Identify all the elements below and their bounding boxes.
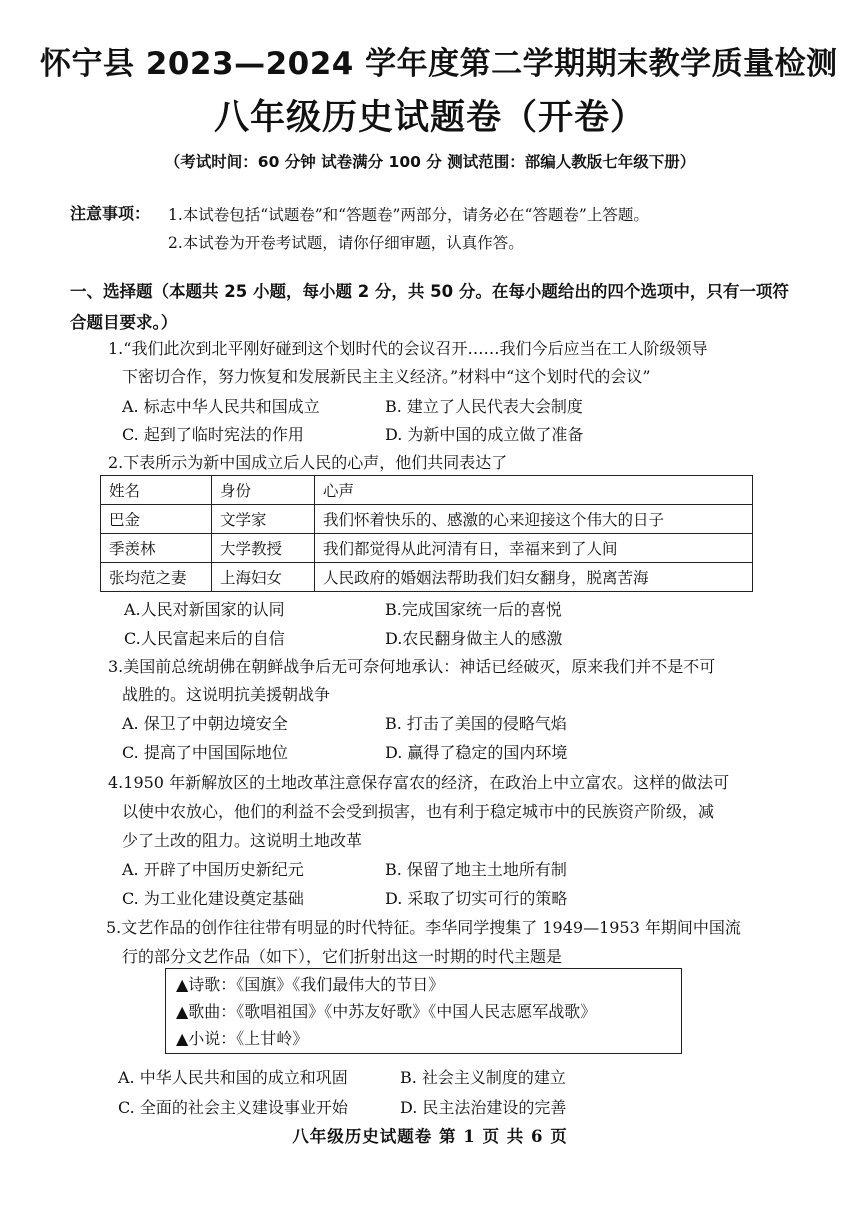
question-1-option-d[interactable]: D. 为新中国的成立做了准备 [385,425,584,444]
section-title: 一、选择题（本题共 25 小题，每小题 2 分，共 50 分。在每小题给出的四个选项中，只有一项符合题目要求。） [70,282,789,332]
question-2-option-c[interactable]: C.人民富起来后的自信 [124,629,285,648]
material-poem: ▲诗歌：《国旗》《我们最伟大的节日》 [176,975,445,994]
table-cell: 张均范之妻 [101,563,212,592]
question-4-line: 4.1950 年新解放区的土地改革注意保存富农的经济，在政治上中立富农。这样的做法可 [108,773,730,792]
table-header-cell: 身份 [212,476,315,505]
question-1-line: 下密切合作，努力恢复和发展新民主主义经济。”材料中“这个划时代的会议” [122,367,651,386]
table-header-cell: 姓名 [101,476,212,505]
question-2-option-d[interactable]: D.农民翻身做主人的感激 [385,629,563,648]
question-3-option-a[interactable]: A. 保卫了中朝边境安全 [122,714,288,733]
question-5-line: 行的部分文艺作品（如下），它们折射出这一时期的时代主题是 [122,947,563,966]
question-3-option-d[interactable]: D. 赢得了稳定的国内环境 [385,743,568,762]
exam-subtitle: 八年级历史试题卷（开卷） [213,98,646,138]
question-5-option-d[interactable]: D. 民主法治建设的完善 [400,1098,567,1117]
question-5-option-b[interactable]: B. 社会主义制度的建立 [400,1068,566,1087]
question-1-option-a[interactable]: A. 标志中华人民共和国成立 [122,397,320,416]
question-3-option-c[interactable]: C. 提高了中国国际地位 [122,743,288,762]
notice-label: 注意事项： [70,204,151,223]
question-1-option-c[interactable]: C. 起到了临时宪法的作用 [122,425,304,444]
question-3-line: 战胜的。这说明抗美援朝战争 [122,685,331,704]
material-novel: ▲小说：《上甘岭》 [176,1029,309,1048]
question-2-table [100,475,753,592]
question-1-line: 1.“我们此次到北平刚好碰到这个划时代的会议召开……我们今后应当在工人阶级领导 [108,339,708,358]
question-2-line: 2.下表所示为新中国成立后人民的心声，他们共同表达了 [108,453,508,472]
question-4-option-c[interactable]: C. 为工业化建设奠定基础 [122,889,304,908]
question-4-option-b[interactable]: B. 保留了地主土地所有制 [385,860,567,879]
question-5-line: 5.文艺作品的创作往往带有明显的时代特征。李华同学搜集了 1949—1953 年期间中国流 [106,918,741,937]
table-row [101,505,753,534]
question-4-option-d[interactable]: D. 采取了切实可行的策略 [385,889,568,908]
table-cell: 季羡林 [101,534,212,563]
question-2-option-a[interactable]: A.人民对新国家的认同 [124,600,285,619]
table-cell: 文学家 [212,505,315,534]
question-4-option-a[interactable]: A. 开辟了中国历史新纪元 [122,860,304,879]
table-cell: 大学教授 [212,534,315,563]
question-3-line: 3.美国前总统胡佛在朝鲜战争后无可奈何地承认：神话已经破灭，原来我们并不是不可 [108,657,716,676]
table-row [101,534,753,563]
material-song: ▲歌曲：《歌唱祖国》《中苏友好歌》《中国人民志愿军战歌》 [176,1002,597,1021]
exam-info: （考试时间：60 分钟 试卷满分 100 分 测试范围：部编人教版七年级下册） [164,153,696,171]
table-row [101,563,753,592]
question-2-option-b[interactable]: B.完成国家统一后的喜悦 [385,600,562,619]
question-4-line: 少了土改的阻力。这说明土地改革 [122,831,363,850]
table-header-row [101,476,753,505]
page-footer: 八年级历史试题卷 第 1 页 共 6 页 [292,1127,568,1146]
table-cell: 上海妇女 [212,563,315,592]
question-4-line: 以使中农放心，他们的利益不会受到损害，也有利于稳定城市中的民族资产阶级，减 [122,802,715,821]
exam-title: 怀宁县 2023—2024 学年度第二学期期末教学质量检测 [40,46,838,82]
question-5-option-a[interactable]: A. 中华人民共和国的成立和巩固 [118,1068,348,1087]
notice-item: 1.本试卷包括“试题卷”和“答题卷”两部分，请务必在“答题卷”上答题。 [168,206,649,224]
table-cell: 巴金 [101,505,212,534]
table-header-cell: 心声 [315,476,753,505]
question-3-option-b[interactable]: B. 打击了美国的侵略气焰 [385,714,567,733]
table-cell: 人民政府的婚姻法帮助我们妇女翻身，脱离苦海 [315,563,753,592]
table-cell: 我们都觉得从此河清有日，幸福来到了人间 [315,534,753,563]
table-cell: 我们怀着快乐的、感激的心来迎接这个伟大的日子 [315,505,753,534]
notice-item: 2.本试卷为开卷考试题，请你仔细审题，认真作答。 [168,234,524,252]
question-1-option-b[interactable]: B. 建立了人民代表大会制度 [385,397,583,416]
question-5-option-c[interactable]: C. 全面的社会主义建设事业开始 [118,1098,348,1117]
question-5-materials-box [165,968,682,1054]
